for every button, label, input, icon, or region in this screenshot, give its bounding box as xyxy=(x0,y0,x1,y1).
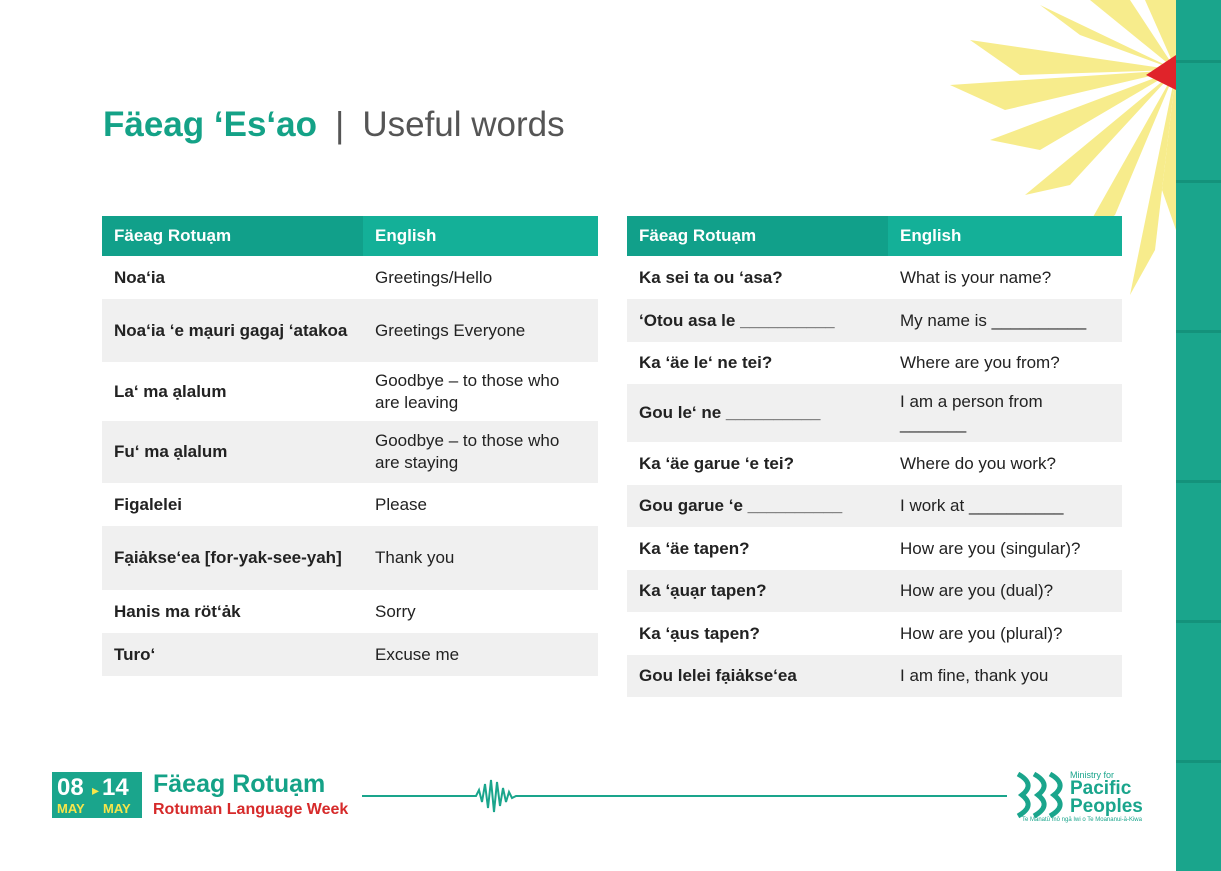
logo-tiny-text: Te Manatū mō ngā Iwi o Te Moananui-ā-Kiwa xyxy=(1022,817,1142,823)
table-row xyxy=(627,299,1122,342)
heading-rotuman: Fäeag ‘Es‘ao xyxy=(103,105,317,144)
rotuman-cell: La‘ ma ạlalum xyxy=(102,362,363,421)
rotuman-cell: Hanis ma röt‘ȧk xyxy=(102,590,363,633)
sound-wave-icon xyxy=(470,776,526,816)
rotuman-cell: Gou garue ‘e __________ xyxy=(627,485,888,527)
english-cell: How are you (plural)? xyxy=(888,612,1122,655)
english-cell: Where do you work? xyxy=(888,442,1122,485)
table-row xyxy=(627,570,1122,612)
footer-divider xyxy=(362,795,1007,797)
english-cell: Sorry xyxy=(363,590,598,633)
english-cell: Thank you xyxy=(363,526,598,590)
rotuman-cell: Turo‘ xyxy=(102,633,363,676)
right-decorative-band xyxy=(1176,0,1221,871)
english-cell: My name is __________ xyxy=(888,299,1122,342)
english-cell: Where are you from? xyxy=(888,342,1122,384)
table-row xyxy=(102,421,598,483)
rotuman-cell: Ka ‘äe tapen? xyxy=(627,527,888,570)
table-row xyxy=(627,256,1122,299)
english-cell: I work at __________ xyxy=(888,485,1122,527)
english-cell: Greetings/Hello xyxy=(363,256,598,299)
english-cell: I am a person from _______ xyxy=(888,384,1122,442)
table-row xyxy=(627,612,1122,655)
table-row xyxy=(102,256,598,299)
table-row xyxy=(102,299,598,362)
start-day: 08 xyxy=(57,774,84,801)
rotuman-cell: Ka ‘ạuạr tapen? xyxy=(627,570,888,612)
logo-line-1: Pacific xyxy=(1070,778,1132,799)
left-vocabulary-table xyxy=(102,216,598,676)
heading-english: Useful words xyxy=(362,105,565,144)
logo-small-text: Ministry for xyxy=(1070,770,1115,780)
table-row xyxy=(102,362,598,421)
left-header-english: English xyxy=(363,216,598,256)
rotuman-cell: Figalelei xyxy=(102,483,363,526)
footer-title: Fäeag Rotuạm xyxy=(153,770,326,798)
rotuman-cell: Gou lelei fạiȧkse‘ea xyxy=(627,655,888,697)
end-day: 14 xyxy=(102,774,129,801)
table-row xyxy=(627,527,1122,570)
english-cell: What is your name? xyxy=(888,256,1122,299)
table-row xyxy=(627,485,1122,527)
english-cell: Please xyxy=(363,483,598,526)
arrow-icon: ▸ xyxy=(92,782,100,798)
english-cell: Greetings Everyone xyxy=(363,299,598,362)
date-badge xyxy=(52,772,142,818)
table-row xyxy=(627,342,1122,384)
table-row xyxy=(627,655,1122,697)
rotuman-cell: Fạiȧkse‘ea [for-yak-see-yah] xyxy=(102,526,363,590)
rotuman-cell: Gou le‘ ne __________ xyxy=(627,384,888,442)
rotuman-cell: Noa‘ia xyxy=(102,256,363,299)
heading-separator: | xyxy=(334,104,345,145)
table-row xyxy=(627,384,1122,442)
footer-subtitle: Rotuman Language Week xyxy=(153,801,349,818)
english-cell: Goodbye – to those who are leaving xyxy=(363,362,598,421)
end-month: MAY xyxy=(103,801,131,816)
left-header-rotuman: Fäeag Rotuạm xyxy=(102,216,363,256)
table-row xyxy=(102,483,598,526)
rotuman-cell: Ka ‘äe le‘ ne tei? xyxy=(627,342,888,384)
right-header-english: English xyxy=(888,216,1122,256)
ministry-logo-icon xyxy=(1014,766,1070,824)
table-row xyxy=(627,442,1122,485)
rotuman-cell: Ka ‘äe garue ‘e tei? xyxy=(627,442,888,485)
table-row xyxy=(102,633,598,676)
english-cell: How are you (dual)? xyxy=(888,570,1122,612)
rotuman-cell: Noa‘ia ‘e mạuri gagaj ‘atakoa xyxy=(102,299,363,362)
rotuman-cell: Fu‘ ma ạlalum xyxy=(102,421,363,483)
page-heading xyxy=(103,100,565,150)
right-vocabulary-table xyxy=(627,216,1122,697)
english-cell: How are you (singular)? xyxy=(888,527,1122,570)
ministry-logo xyxy=(1014,764,1150,826)
table-row xyxy=(102,590,598,633)
english-cell: Excuse me xyxy=(363,633,598,676)
right-header-rotuman: Fäeag Rotuạm xyxy=(627,216,888,256)
english-cell: Goodbye – to those who are staying xyxy=(363,421,598,483)
english-cell: I am fine, thank you xyxy=(888,655,1122,697)
logo-line-2: Peoples xyxy=(1070,796,1143,817)
rotuman-cell: ‘Otou asa le __________ xyxy=(627,299,888,342)
start-month: MAY xyxy=(57,801,85,816)
rotuman-cell: Ka sei ta ou ‘asa? xyxy=(627,256,888,299)
rotuman-cell: Ka ‘ạus tapen? xyxy=(627,612,888,655)
table-row xyxy=(102,526,598,590)
